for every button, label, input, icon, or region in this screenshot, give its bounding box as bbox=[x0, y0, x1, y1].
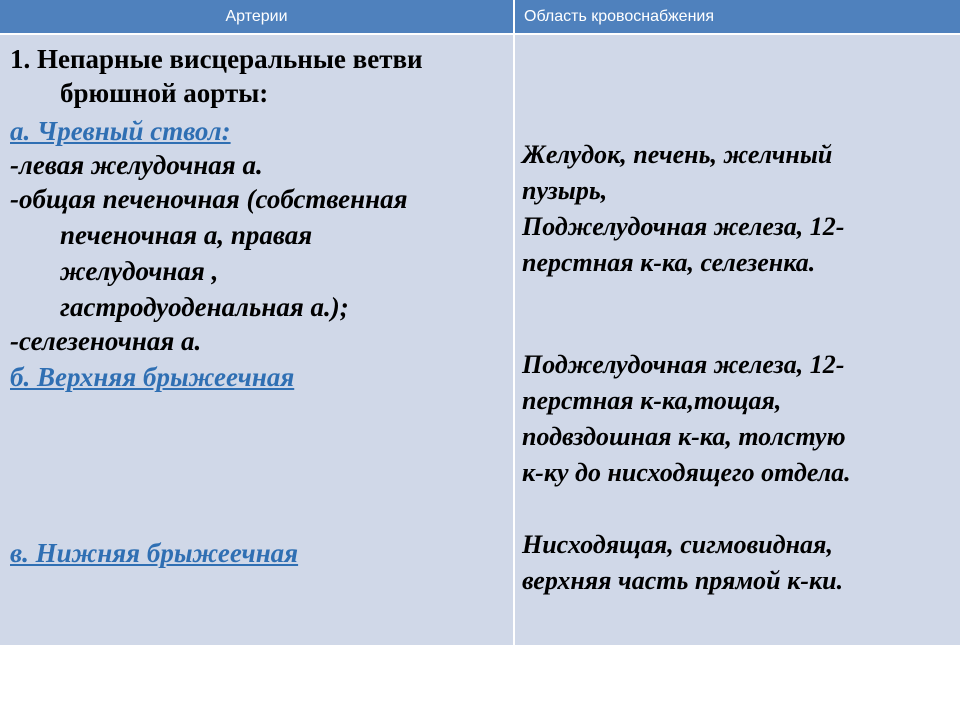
common-hepatic-artery-line4: гастродуоденальная а.); bbox=[60, 292, 349, 322]
common-hepatic-artery-line2: печеночная а, правая bbox=[60, 220, 313, 250]
header-blood-supply-area: Область кровоснабжения bbox=[515, 0, 960, 33]
superior-mesenteric-supply-line2: перстная к-ка,тощая, bbox=[522, 386, 782, 415]
inferior-mesenteric-link[interactable]: в. Нижняя брыжеечная bbox=[10, 538, 299, 568]
celiac-supply-line2: пузырь, bbox=[522, 176, 608, 205]
superior-mesenteric-supply-line4: к-ку до нисходящего отдела. bbox=[522, 458, 851, 487]
arteries-cell bbox=[0, 35, 513, 645]
celiac-supply-line1: Желудок, печень, желчный bbox=[522, 140, 833, 169]
inferior-mesenteric-supply-line1: Нисходящая, сигмовидная, bbox=[522, 530, 833, 559]
left-gastric-artery: -левая желудочная а. bbox=[10, 150, 263, 180]
common-hepatic-artery-line3: желудочная , bbox=[60, 256, 219, 286]
inferior-mesenteric-supply-line2: верхняя часть прямой к-ки. bbox=[522, 566, 844, 595]
section-title-line2: брюшной аорты: bbox=[60, 78, 269, 108]
celiac-trunk-link[interactable]: а. Чревный ствол: bbox=[10, 116, 231, 146]
common-hepatic-artery-line1: -общая печеночная (собственная bbox=[10, 184, 408, 214]
header-arteries: Артерии bbox=[0, 0, 513, 33]
section-title-line1: 1. Непарные висцеральные ветви bbox=[10, 44, 423, 74]
superior-mesenteric-link[interactable]: б. Верхняя брыжеечная bbox=[10, 362, 295, 392]
celiac-supply-line4: перстная к-ка, селезенка. bbox=[522, 248, 816, 277]
superior-mesenteric-supply-line3: подвздошная к-ка, толстую bbox=[522, 422, 846, 451]
splenic-artery: -селезеночная а. bbox=[10, 326, 202, 356]
celiac-supply-line3: Поджелудочная железа, 12- bbox=[522, 212, 845, 241]
superior-mesenteric-supply-line1: Поджелудочная железа, 12- bbox=[522, 350, 845, 379]
blood-supply-cell bbox=[515, 35, 960, 645]
